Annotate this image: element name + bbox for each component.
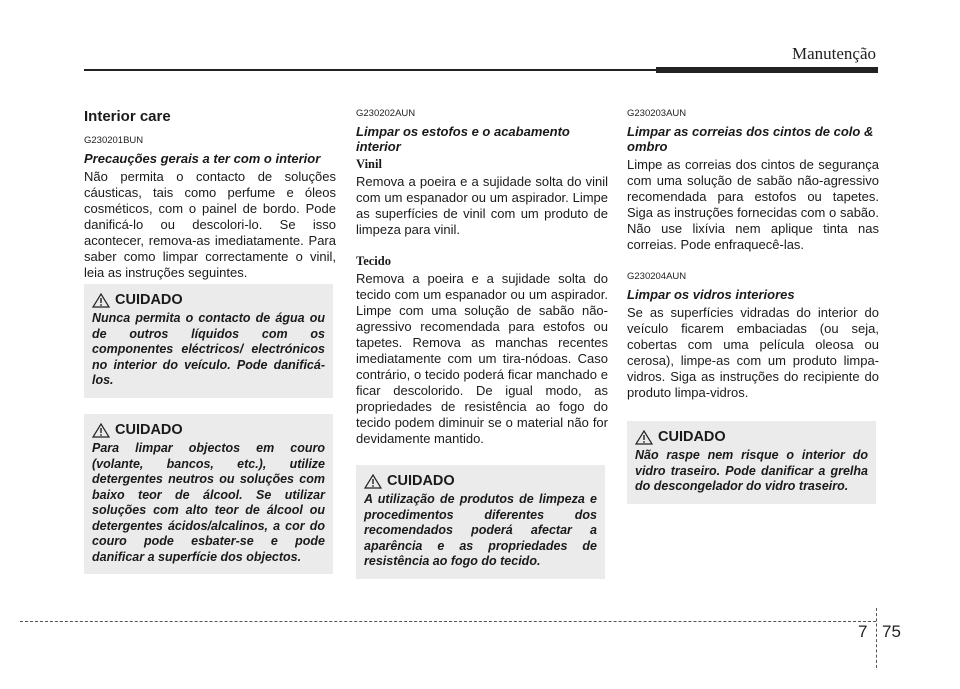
column-3	[627, 108, 879, 401]
caution-header	[92, 422, 325, 438]
caution-text: Nunca permita o contacto de água ou de outros líquidos com os componentes eléctricos/ electrónicos no interior do veículo. Pode danificá-los.	[92, 311, 325, 387]
caution-text: A utilização de produtos de limpeza e procedimentos diferentes dos recomendados poderá afectar a aparência e as propriedades de resistência ao fogo do tecido.	[364, 492, 597, 568]
caution-title: CUIDADO	[387, 473, 455, 489]
warning-triangle-icon	[635, 430, 653, 445]
header-rule-thick	[656, 67, 878, 73]
chapter-number: 7	[858, 622, 868, 641]
caution-box-2	[84, 414, 333, 574]
column-1	[84, 108, 336, 281]
paragraph: Limpe as correias dos cintos de segurança com uma solução de sabão não-agressivo recomendada para estofos ou tapetes. Siga as instruções fornecidas com o sabão. Não use lixívia nem aplique tinta nas correias. Pode enfraquecê-las.	[627, 157, 879, 252]
caution-box-3	[356, 465, 605, 579]
header-rule	[84, 69, 656, 71]
section-code: G230202AUN	[356, 108, 416, 119]
subheading: Precauções gerais a ter com o interior	[84, 151, 321, 166]
caution-box-4	[627, 421, 876, 504]
caution-text: Para limpar objectos em couro (volante, bancos, etc.), utilize detergentes neutros ou soluções com baixo teor de álcool. Se utilizar soluções com alto teor de álcool ou detergentes ácidos/alcalinos, a cor do couro pode esbater-se e pode danificar a superfície dos objectos.	[92, 441, 325, 564]
vinil-heading: Vinil	[356, 157, 382, 171]
section-code: G230203AUN	[627, 108, 687, 119]
paragraph: Se as superfícies vidradas do interior do veículo ficarem embaciadas (ou seja, cobertas com uma película oleosa ou cerosa), limpe-as com um produto limpa-vidros. Siga as instruções do recipiente do produto limpa-vidros.	[627, 305, 879, 400]
paragraph: Remova a poeira e a sujidade solta do tecido com um espanador ou um aspirador. Limpe com uma solução de sabão não-agressivo recomendada para estofos ou tapetes. Remova as manchas recentes imediatamente com um tira-nódoas. Caso contrário, o tecido poderá ficar manchado e ficar descolorido. De igual modo, as propriedades de resistência ao fogo do tecido podem diminuir se o material não for devidamente mantido.	[356, 271, 608, 446]
caution-title: CUIDADO	[658, 429, 726, 445]
page-header-title: Manutenção	[791, 44, 876, 63]
caution-header	[92, 292, 325, 308]
page-number: 75	[882, 622, 901, 641]
footer-divider	[876, 608, 877, 668]
caution-title: CUIDADO	[115, 422, 183, 438]
subheading: Limpar as correias dos cintos de colo & ombro	[627, 124, 874, 154]
section-code: G230204AUN	[627, 271, 687, 282]
warning-triangle-icon	[92, 423, 110, 438]
section-title: Interior care	[84, 108, 171, 125]
caution-title: CUIDADO	[115, 292, 183, 308]
subheading: Limpar os estofos e o acabamento interior	[356, 124, 570, 154]
warning-triangle-icon	[364, 474, 382, 489]
section-code: G230201BUN	[84, 135, 144, 146]
paragraph: Não permita o contacto de soluções cáusticas, tais como perfume e óleos cosméticos, com o painel de bordo. Pode danificá-lo ou descolori-lo. Se isso acontecer, remova-as imediatamente. Para saber como limpar correctamente o vinil, leia as instruções seguintes.	[84, 169, 336, 280]
caution-header	[364, 473, 597, 489]
column-2	[356, 108, 608, 447]
paragraph: Remova a poeira e a sujidade solta do vinil com um espanador ou um aspirador. Limpe as superfícies de vinil com um produto de limpeza para vinil.	[356, 174, 608, 237]
warning-triangle-icon	[92, 293, 110, 308]
caution-box-1	[84, 284, 333, 398]
footer-rule	[20, 621, 876, 622]
caution-text: Não raspe nem risque o interior do vidro traseiro. Pode danificar a grelha do descongelador do vidro traseiro.	[635, 448, 868, 493]
caution-header	[635, 429, 868, 445]
subheading: Limpar os vidros interiores	[627, 287, 795, 302]
tecido-heading: Tecido	[356, 254, 391, 268]
